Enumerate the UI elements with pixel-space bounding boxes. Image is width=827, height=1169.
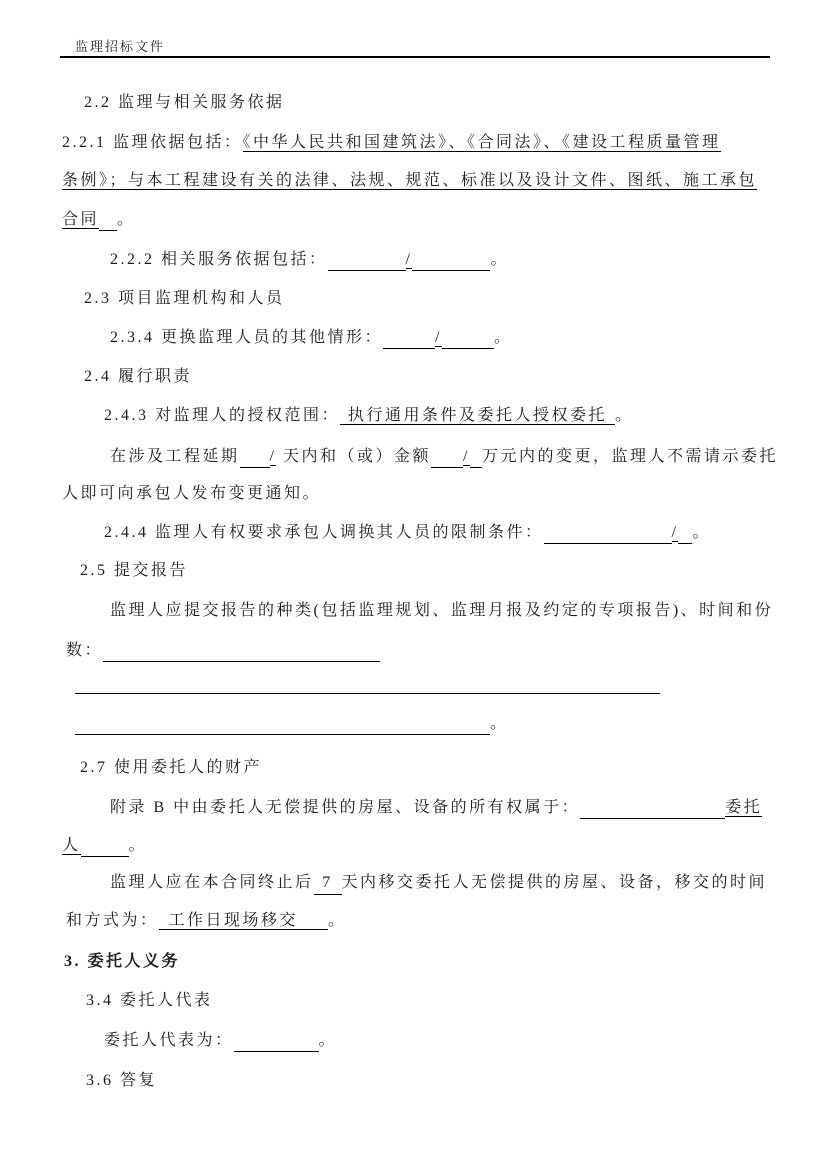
clause-2-4-3-para-line1 [110, 446, 778, 468]
slash-placeholder: / [462, 448, 470, 465]
clause-2-4-3-label: 2.4.3 对监理人的授权范围： [104, 407, 341, 424]
clause-2-5-para-line1: 监理人应提交报告的种类(包括监理规划、监理月报及约定的专项报告)、时间和份 [110, 602, 774, 619]
clause-2-2-1-line2 [62, 170, 757, 192]
clause-2-7-para2-line2 [66, 910, 347, 932]
page-header-title: 监理招标文件 [75, 39, 166, 54]
clause-2-2-1-value-cont: 条例》；与本工程建设有关的法律、法规、规范、标准以及设计文件、图纸、施工承包 [62, 172, 758, 189]
para-value: 委托 [725, 799, 763, 816]
clause-2-4-4-label: 2.4.4 监理人有权要求承包人调换其人员的限制条件： [104, 524, 544, 541]
fill-in-blank [75, 716, 490, 735]
fill-in-blank [544, 525, 672, 544]
period: 。 [692, 524, 711, 541]
clause-2-4-4 [104, 522, 711, 544]
heading-2-4: 2.4 履行职责 [84, 368, 193, 385]
clause-2-7-para2-line1 [110, 872, 767, 894]
para-text: 在涉及工程延期 [110, 448, 240, 465]
para-text: 监理人应在本合同终止后 [110, 874, 314, 891]
clause-2-7-para1-line1 [110, 797, 762, 819]
period: 。 [493, 329, 513, 346]
heading-2-3: 2.3 项目监理机构和人员 [84, 290, 285, 307]
fill-in-blank [240, 449, 270, 468]
clause-2-3-4 [110, 327, 512, 349]
clause-2-3-4-label: 2.3.4 更换监理人员的其他情形： [110, 329, 384, 346]
clause-3-4-rep [104, 1030, 337, 1052]
para-text: 和方式为： [66, 912, 159, 929]
fill-in-blank [103, 643, 380, 662]
para-text: 天内和（或）金额 [282, 448, 431, 465]
period: 。 [490, 715, 509, 732]
fill-in-blank [678, 525, 692, 544]
heading-3: 3. 委托人义务 [64, 953, 181, 970]
para-text: 附录 B 中由委托人无偿提供的房屋、设备的所有权属于： [110, 799, 581, 816]
clause-2-2-2-label: 2.2.2 相关服务依据包括： [110, 251, 328, 268]
clause-2-2-1-line3 [62, 209, 136, 231]
period: 。 [490, 251, 509, 268]
clause-2-2-1-value-end: 合同 [62, 211, 100, 228]
fill-in-blank [234, 1033, 319, 1052]
header-rule [60, 56, 770, 58]
fill-in-blank [470, 449, 482, 468]
days-value: 7 [314, 872, 342, 895]
fill-in-blank [580, 800, 725, 819]
para-value: 人 [62, 837, 81, 854]
clause-2-7-para1-line2 [62, 835, 147, 857]
fill-in-blank [328, 252, 406, 271]
para-text: 委托人代表为： [104, 1032, 234, 1049]
heading-2-2: 2.2 监理与相关服务依据 [84, 94, 285, 111]
fill-in-blank [431, 449, 463, 468]
clause-2-5-para-line2 [66, 640, 380, 662]
para-text: 万元内的变更，监理人不需请示委托 [481, 448, 778, 465]
period: 。 [128, 837, 148, 854]
period: 。 [328, 912, 347, 929]
clause-2-4-3-para-line2: 人即可向承包人发布变更通知。 [62, 485, 322, 502]
para-value: 工作日现场移交 [159, 912, 329, 930]
clause-2-4-3 [104, 405, 634, 427]
clause-2-2-2 [110, 249, 509, 271]
slash-placeholder: / [671, 524, 679, 541]
heading-3-6: 3.6 答复 [86, 1072, 158, 1089]
clause-2-2-1-line1 [62, 132, 721, 154]
period: 。 [615, 407, 634, 424]
fill-in-blank [412, 252, 490, 271]
slash-placeholder: / [269, 448, 277, 465]
clause-2-4-3-value: 执行通用条件及委托人授权委托 [340, 407, 615, 425]
slash-placeholder: / [435, 329, 442, 346]
para-text: 天内移交委托人无偿提供的房屋、设备，移交的时间 [341, 874, 768, 891]
fill-in-blank [81, 838, 129, 857]
clause-2-5-blank-line2 [75, 713, 509, 735]
heading-2-5: 2.5 提交报告 [80, 562, 189, 579]
period: 。 [318, 1032, 338, 1049]
clause-2-2-1-label: 2.2.1 监理依据包括： [62, 134, 243, 151]
period: 。 [117, 211, 136, 228]
fill-in-blank [442, 330, 494, 349]
clause-2-2-1-value: 《中华人民共和国建筑法》、《合同法》、《建设工程质量管理 [242, 134, 721, 151]
fill-in-blank-rule [75, 693, 660, 694]
slash-placeholder: / [405, 251, 413, 268]
heading-2-7: 2.7 使用委托人的财产 [80, 759, 263, 776]
para-text: 数： [66, 642, 104, 659]
heading-3-4: 3.4 委托人代表 [86, 992, 213, 1009]
fill-in-blank [383, 330, 435, 349]
fill-in-blank [99, 212, 117, 231]
